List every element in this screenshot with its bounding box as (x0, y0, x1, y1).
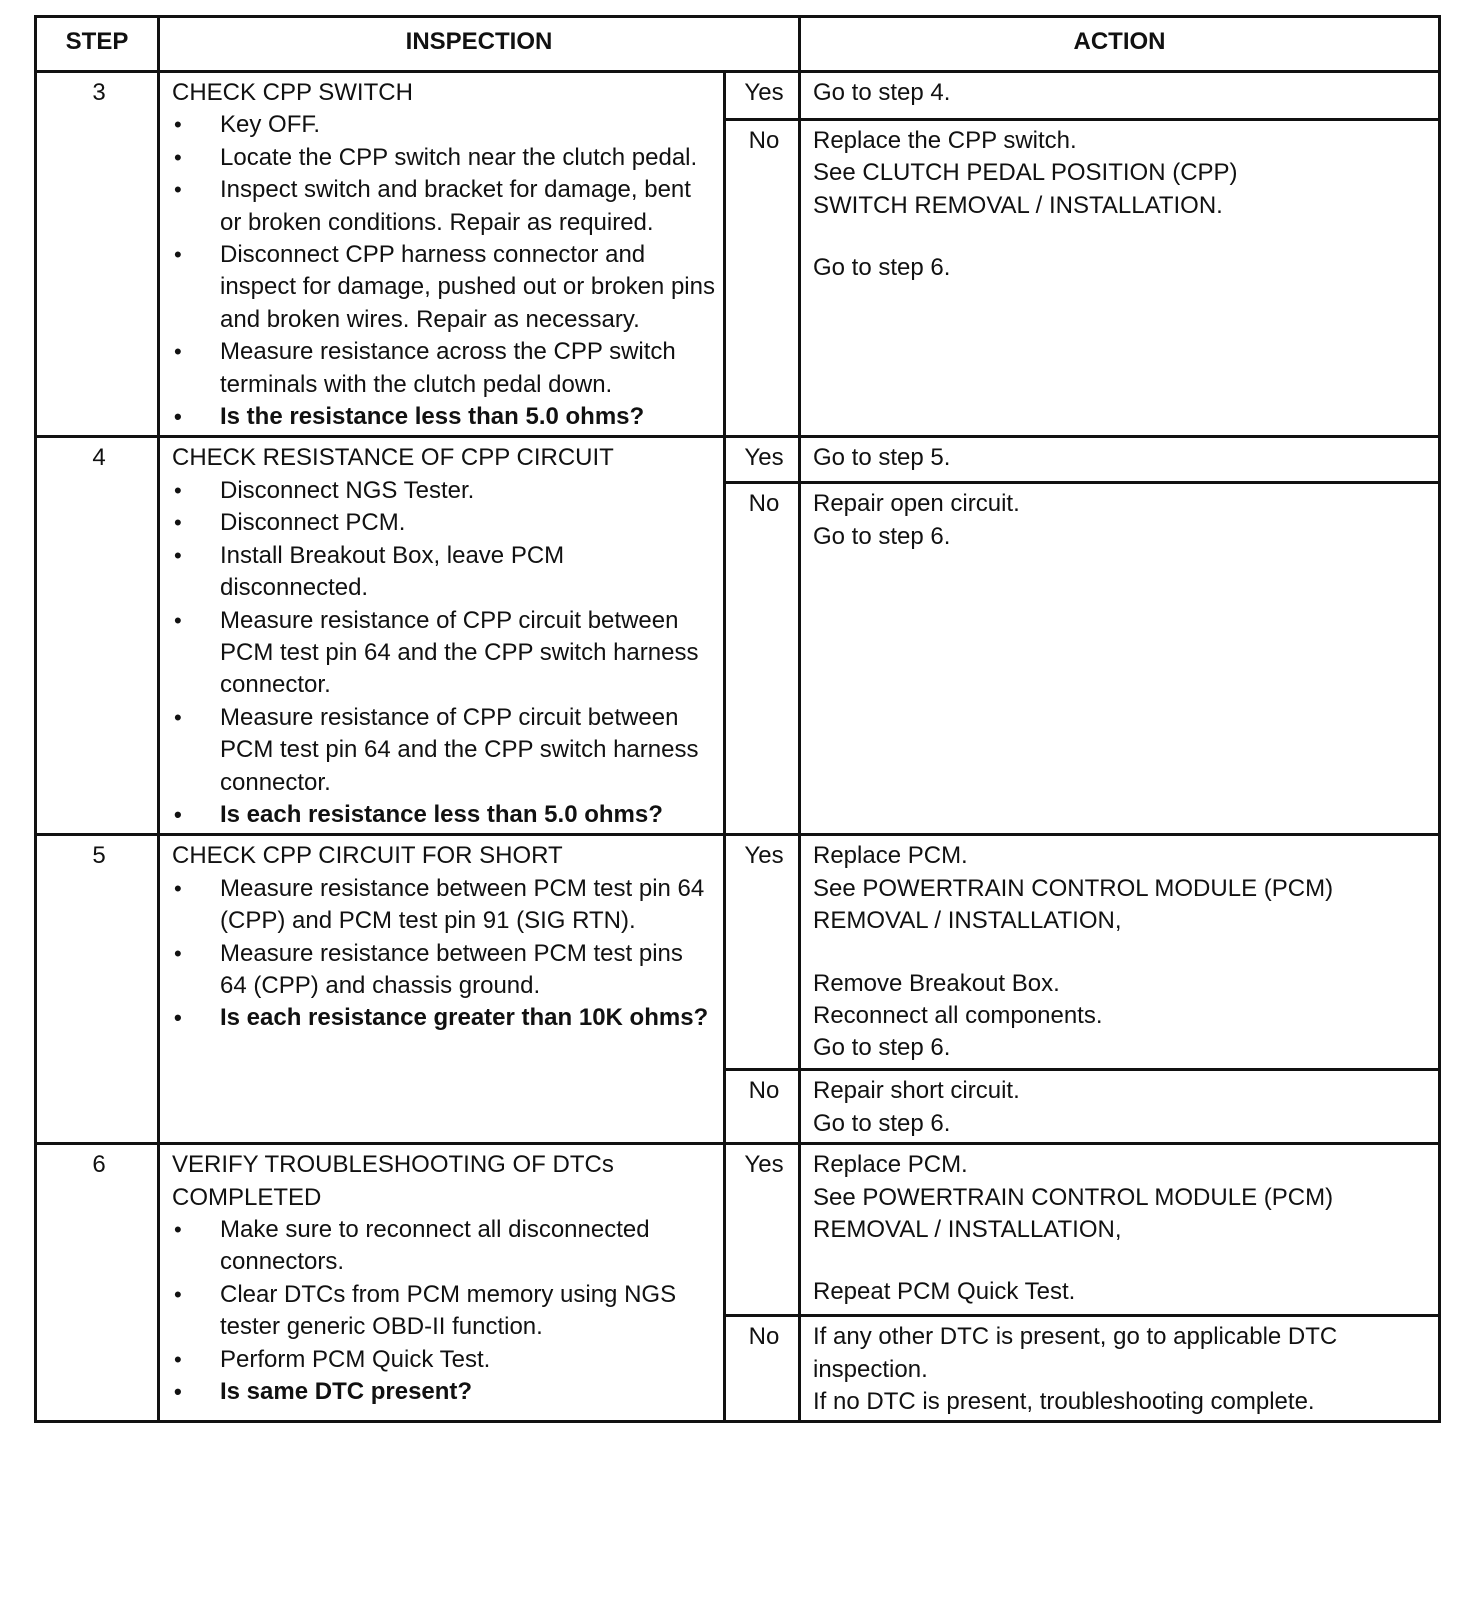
step-number: 5 (36, 835, 159, 1144)
bullet-item: • Clear DTCs from PCM memory using NGS tester generic OBD-II function. (172, 1279, 715, 1344)
action-line: Replace the CPP switch. (813, 127, 1077, 154)
action-line: See POWERTRAIN CONTROL MODULE (PCM) (813, 874, 1334, 902)
yes-action (800, 437, 1440, 483)
action-line: Replace PCM. (813, 842, 968, 870)
bullet-item: • Measure resistance of CPP circuit between PCM test pin 64 and the CPP switch harness connector. (172, 702, 715, 799)
bullet-item: • Locate the CPP switch near the clutch pedal. (172, 142, 715, 174)
action-line: Repeat PCM Quick Test. (813, 1278, 1076, 1306)
yes-label: Yes (725, 835, 800, 1070)
inspection-bullets (172, 873, 715, 1035)
action-line: If any other DTC is present, go to applicable DTC inspection. (813, 1323, 1338, 1383)
action-line: Go to step 6. (813, 1034, 951, 1062)
action-line: Go to step 4. (813, 79, 951, 106)
inspection-question: • Is each resistance less than 5.0 ohms? (172, 799, 715, 831)
header-row (36, 17, 1440, 72)
action-line: REMOVAL / INSTALLATION, (813, 907, 1122, 935)
inspection-question: • Is the resistance less than 5.0 ohms? (172, 401, 715, 433)
inspection-bullets (172, 475, 715, 831)
bullet-item: • Disconnect PCM. (172, 507, 715, 539)
bullet-item: • Key OFF. (172, 109, 715, 141)
inspection-title: CHECK RESISTANCE OF CPP CIRCUIT (172, 444, 614, 472)
troubleshooting-table (34, 15, 1441, 1423)
header-step: STEP (36, 17, 159, 72)
bullet-item: • Install Breakout Box, leave PCM disconnected. (172, 540, 715, 605)
action-line: SWITCH REMOVAL / INSTALLATION. (813, 191, 1223, 219)
action-line: REMOVAL / INSTALLATION, (813, 1215, 1122, 1243)
yes-action (800, 835, 1440, 1070)
inspection-cell (159, 835, 725, 1144)
inspection-bullets (172, 1214, 715, 1408)
no-label: No (725, 120, 800, 437)
yes-label: Yes (725, 1144, 800, 1316)
no-action (800, 120, 1440, 437)
action-line: Repair open circuit. (813, 490, 1020, 518)
step-number: 3 (36, 72, 159, 437)
no-action (800, 483, 1440, 835)
inspection-cell (159, 437, 725, 835)
action-line: See CLUTCH PEDAL POSITION (CPP) (813, 159, 1238, 187)
action-line: Repair short circuit. (813, 1077, 1020, 1105)
step-3-yes-row (36, 72, 1440, 120)
no-label: No (725, 483, 800, 835)
header-action: ACTION (800, 17, 1440, 72)
yes-label: Yes (725, 72, 800, 120)
action-line: Go to step 6. (813, 1109, 951, 1137)
inspection-bullets (172, 109, 715, 433)
bullet-item: • Disconnect CPP harness connector and inspect for damage, pushed out or broken pins and broken wires. Repair as necessary. (172, 239, 715, 336)
no-label: No (725, 1070, 800, 1144)
action-line: Reconnect all components. (813, 1001, 1103, 1029)
header-inspection: INSPECTION (159, 17, 800, 72)
inspection-question: • Is each resistance greater than 10K ohms? (172, 1002, 715, 1034)
bullet-item: • Perform PCM Quick Test. (172, 1344, 715, 1376)
action-line: Remove Breakout Box. (813, 969, 1060, 997)
inspection-title: VERIFY TROUBLESHOOTING OF DTCs COMPLETED (172, 1151, 614, 1211)
bullet-item: • Measure resistance of CPP circuit between PCM test pin 64 and the CPP switch harness connector. (172, 605, 715, 702)
inspection-question: • Is same DTC present? (172, 1376, 715, 1408)
bullet-item: • Measure resistance between PCM test pins 64 (CPP) and chassis ground. (172, 938, 715, 1003)
action-line: Go to step 6. (813, 254, 951, 282)
inspection-title: CHECK CPP CIRCUIT FOR SHORT (172, 842, 563, 870)
inspection-cell (159, 1144, 725, 1422)
yes-action (800, 72, 1440, 120)
bullet-item: • Inspect switch and bracket for damage, bent or broken conditions. Repair as required. (172, 174, 715, 239)
action-line: Go to step 6. (813, 522, 951, 550)
bullet-item: • Make sure to reconnect all disconnected connectors. (172, 1214, 715, 1279)
no-label: No (725, 1316, 800, 1422)
bullet-item: • Measure resistance across the CPP switch terminals with the clutch pedal down. (172, 336, 715, 401)
bullet-item: • Measure resistance between PCM test pin 64 (CPP) and PCM test pin 91 (SIG RTN). (172, 873, 715, 938)
action-line: Go to step 5. (813, 444, 951, 472)
action-line: See POWERTRAIN CONTROL MODULE (PCM) (813, 1183, 1334, 1211)
step-number: 4 (36, 437, 159, 835)
step-4-yes-row (36, 437, 1440, 483)
action-line: If no DTC is present, troubleshooting complete. (813, 1387, 1315, 1415)
inspection-title: CHECK CPP SWITCH (172, 79, 413, 106)
step-5-yes-row (36, 835, 1440, 1070)
no-action (800, 1316, 1440, 1422)
no-action (800, 1070, 1440, 1144)
yes-label: Yes (725, 437, 800, 483)
action-line: Replace PCM. (813, 1151, 968, 1179)
step-6-yes-row (36, 1144, 1440, 1316)
step-number: 6 (36, 1144, 159, 1422)
inspection-cell (159, 72, 725, 437)
bullet-item: • Disconnect NGS Tester. (172, 475, 715, 507)
yes-action (800, 1144, 1440, 1316)
